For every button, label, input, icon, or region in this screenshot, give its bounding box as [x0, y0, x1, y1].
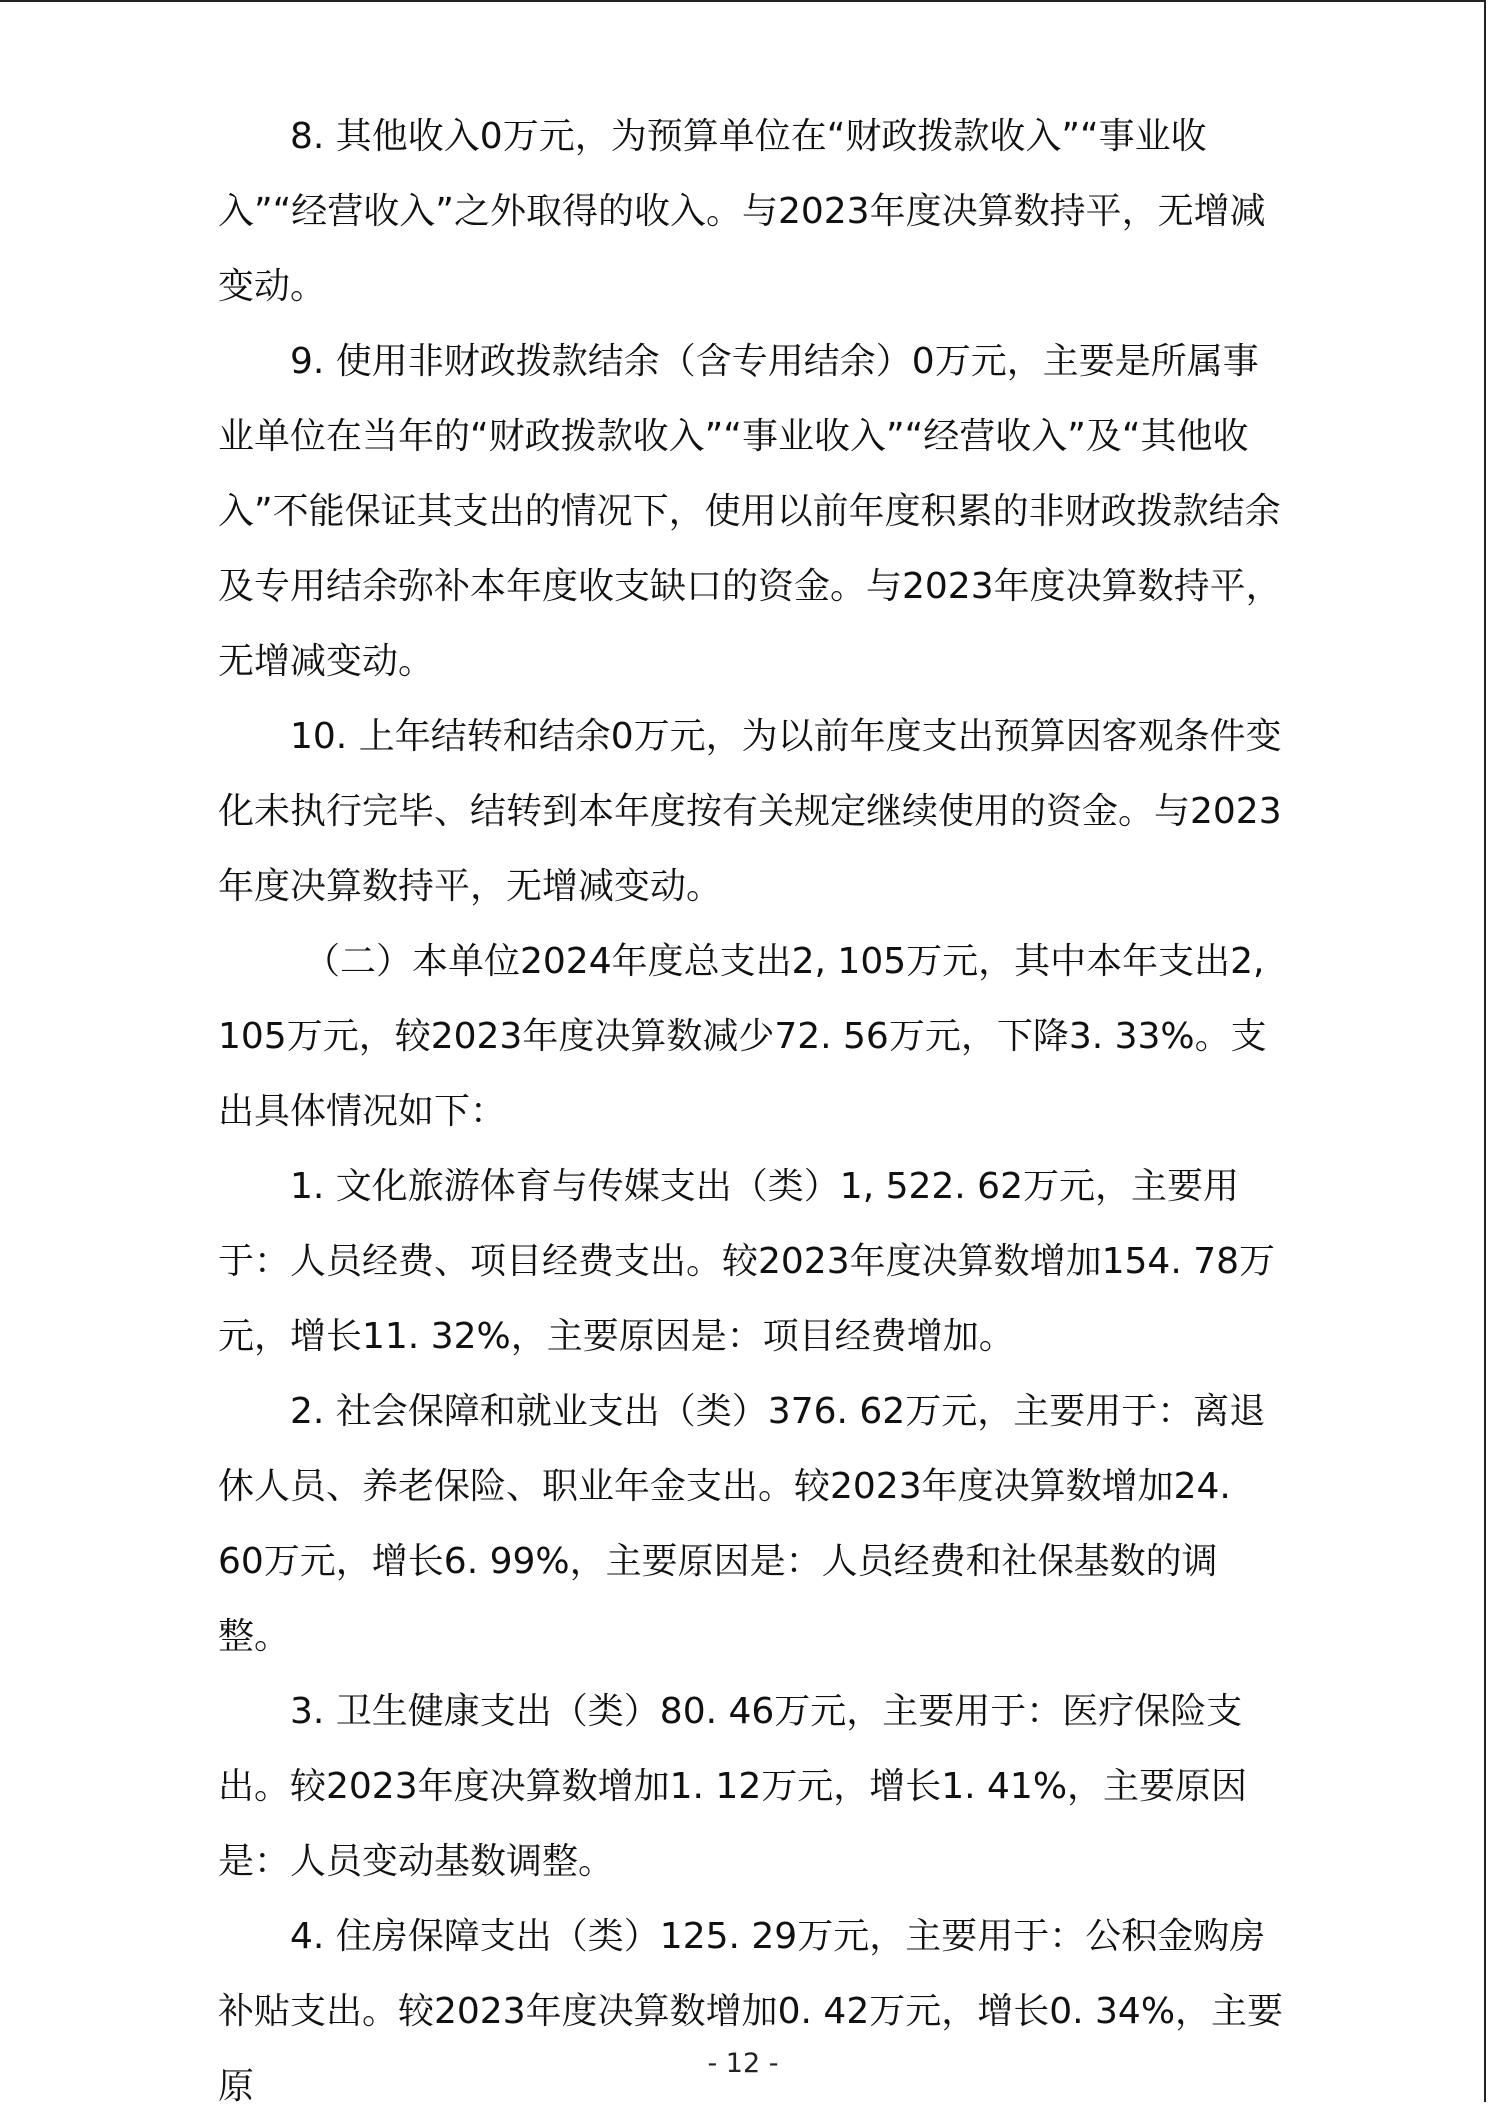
paragraph-housing-expenditure: 4. 住房保障支出（类）125. 29万元，主要用于：公积金购房补贴支出。较2023年度决算数增加0. 42万元，增长0. 34%，主要原	[218, 1916, 1284, 2107]
paragraph-prior-year-carryover: 10. 上年结转和结余0万元，为以前年度支出预算因客观条件变化未执行完毕、结转到本年度按有关规定继续使用的资金。与2023年度决算数持平，无增减变动。	[218, 716, 1282, 907]
body-text	[218, 99, 1288, 2124]
page-number: - 12 -	[707, 2048, 779, 2079]
paragraph-social-security-expenditure: 2. 社会保障和就业支出（类）376. 62万元，主要用于：离退休人员、养老保险、职业年金支出。较2023年度决算数增加24. 60万元，增长6. 99%，主要原因是：人员经费和社保基数的调整。	[218, 1391, 1266, 1657]
paragraph-total-expenditure: （二）本单位2024年度总支出2, 105万元，其中本年支出2, 105万元，较2023年度决算数减少72. 56万元，下降3. 33%。支出具体情况如下：	[218, 941, 1267, 1132]
paragraph-culture-expenditure: 1. 文化旅游体育与传媒支出（类）1, 522. 62万元，主要用于：人员经费、项目经费支出。较2023年度决算数增加154. 78万元，增长11. 32%，主要原因是：项目经费增加。	[218, 1166, 1276, 1357]
paragraph-non-fiscal-balance: 9. 使用非财政拨款结余（含专用结余）0万元，主要是所属事业单位在当年的“财政拨款收入”“事业收入”“经营收入”及“其他收入”不能保证其支出的情况下，使用以前年度积累的非财政拨款结余及专用结余弥补本年度收支缺口的资金。与2023年度决算数持平，无增减变动。	[218, 341, 1282, 682]
paragraph-other-income: 8. 其他收入0万元，为预算单位在“财政拨款收入”“事业收入”“经营收入”之外取得的收入。与2023年度决算数持平，无增减变动。	[218, 116, 1266, 307]
paragraph-health-expenditure: 3. 卫生健康支出（类）80. 46万元，主要用于：医疗保险支出。较2023年度决算数增加1. 12万元，增长1. 41%，主要原因是：人员变动基数调整。	[218, 1691, 1248, 1882]
